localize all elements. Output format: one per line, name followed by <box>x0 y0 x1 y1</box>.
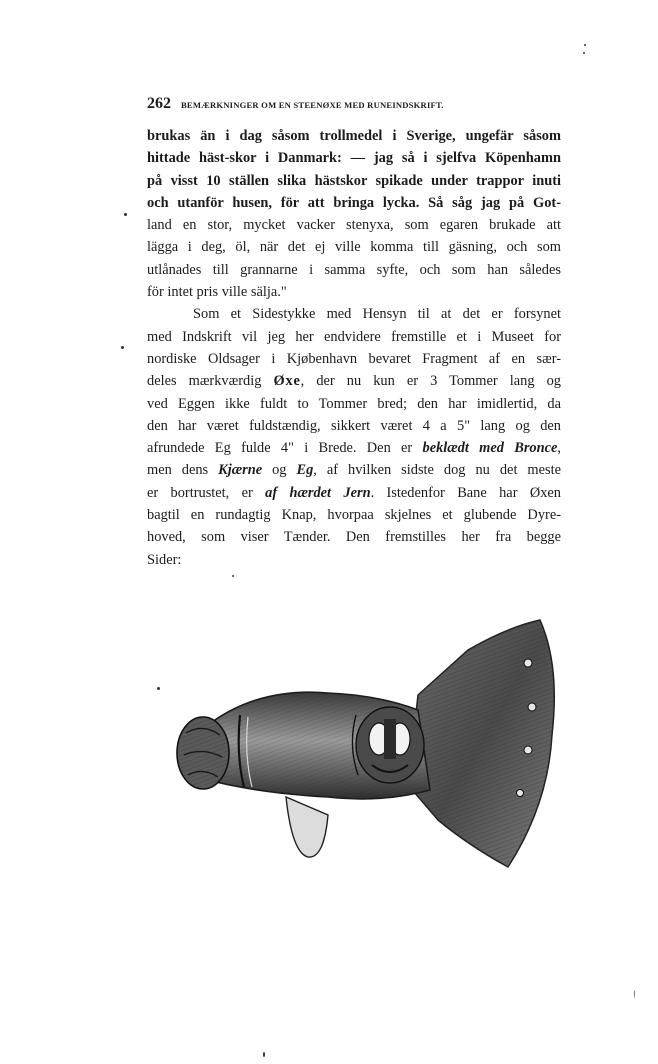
axe-fragment-illustration <box>168 615 560 870</box>
quote-line: på visst 10 ställen slika hästskor spikade under trappor inuti <box>147 172 561 189</box>
text-run: deles mærkværdig <box>147 373 274 390</box>
scan-speck <box>124 213 127 216</box>
quote-line: hittade häst-skor i Danmark: — jag så i sjelfva Köpenhamn <box>147 150 561 167</box>
italic-phrase: beklædt med Bronce <box>422 440 558 457</box>
paragraph-line <box>147 370 561 392</box>
page-number: 262 <box>147 95 171 112</box>
scan-speck <box>157 687 160 690</box>
text-run: men dens <box>147 462 219 479</box>
italic-phrase: Eg <box>296 462 314 479</box>
paragraph-line: ved Eggen ikke fuldt to Tommer bred; den har imidlertid, da <box>147 395 561 412</box>
paragraph-line: nordiske Oldsager i Kjøbenhavn bevaret Fragment af en sær- <box>147 350 561 367</box>
text-run: er bortrustet, er <box>147 484 266 501</box>
quote-line: utlånades till grannarne i samma syfte, och som han således <box>147 261 561 278</box>
quote-line: för intet pris ville sälja." <box>147 284 287 301</box>
italic-phrase: Kjærne <box>218 462 263 479</box>
paragraph-line: den har været fuldstændig, sikkert været 4 a 5" lang og den <box>147 417 561 434</box>
quote-line: land en stor, mycket vacker stenyxa, som egaren brukade att <box>147 217 561 234</box>
text-run: og <box>262 462 297 479</box>
paragraph-line: bagtil en rundagtig Knap, hvorpaa skjelnes et glubende Dyre- <box>147 507 561 524</box>
paragraph-line: hoved, som viser Tænder. Den fremstilles her fra begge <box>147 529 561 546</box>
paragraph-line: Som et Sidestykke med Hensyn til at det er forsynet <box>193 306 561 323</box>
edge-stub <box>286 797 328 857</box>
italic-phrase: af hærdet Jern <box>265 484 371 501</box>
text-run: afrundede Eg fulde 4" i Brede. Den er <box>147 440 423 457</box>
page-header <box>147 95 567 113</box>
text-run: , <box>557 440 561 457</box>
paragraph-line <box>147 482 561 504</box>
scan-speck <box>634 990 635 998</box>
text-run: , der nu kun er 3 Tommer lang og <box>300 373 561 390</box>
scan-speck <box>584 44 586 46</box>
scan-speck <box>121 346 124 349</box>
paragraph-line: med Indskrift vil jeg her endvidere fremstille et i Museet for <box>147 328 561 345</box>
paragraph-line: Sider: <box>147 551 182 568</box>
quote-line: brukas än i dag såsom trollmedel i Sverige, ungefär såsom <box>147 128 561 144</box>
scan-speck <box>232 575 234 577</box>
quote-line: och utanför husen, för att bringa lycka. Så såg jag på Got- <box>147 194 561 211</box>
scan-speck <box>263 1052 265 1057</box>
body-text <box>147 125 561 571</box>
running-title: BEMÆRKNINGER OM EN STEENØXE MED RUNEINDSKRIFT. <box>181 100 444 110</box>
paragraph-line <box>147 437 561 459</box>
text-run: . Istedenfor Bane har Øxen <box>370 484 561 501</box>
text-run: , af hvilken sidste dog nu det meste <box>313 462 561 479</box>
quote-line: lägga i deg, öl, när det ej ville komma till gäsning, och som <box>147 239 561 256</box>
small-caps-word: Øxe <box>273 373 301 390</box>
scan-speck <box>583 52 585 54</box>
paragraph-line <box>147 459 561 481</box>
